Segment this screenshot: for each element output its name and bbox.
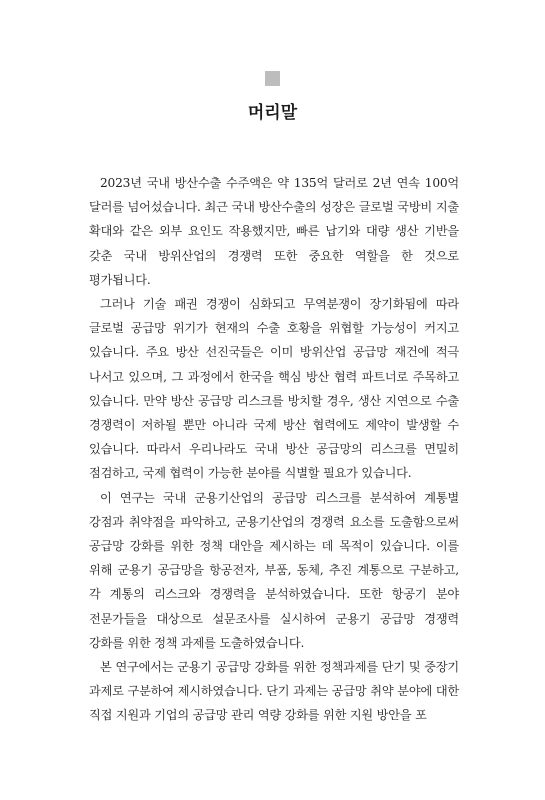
paragraph-3: 이 연구는 국내 군용기산업의 공급망 리스크를 분석하여 계통별 강점과 취약점을 파악하고, 군용기산업의 경쟁력 요소를 도출함으로써 공급망 강화를 위한 정책 대안을 제시하는 데 목적이 있습니다. 이를 위해 군용기 공급망을 항공전자, 부품, 동체, 추진 계통으로 구분하고, 각 계통의 리스크와 경쟁력을 분석하였습니다. 또한 항공기 분야 전문가들을 대상으로 설문조사를 실시하여 군용기 공급망 경쟁력 강화를 위한 정책 과제를 도출하였습니다.: [89, 490, 459, 650]
page-heading: 머리말: [247, 103, 298, 123]
section-marker-square: [265, 71, 280, 86]
paragraph-4: 본 연구에서는 군용기 공급망 강화를 위한 정책과제를 단기 및 중장기 과제로 구분하여 제시하였습니다. 단기 과제는 공급망 취약 분야에 대한 직접 지원과 기업의 공급망 관리 역량 강화를 위한 지원 방안을 포: [89, 660, 459, 723]
paragraph-2: 그러나 기술 패권 경쟁이 심화되고 무역분쟁이 장기화됨에 따라 글로벌 공급망 위기가 현재의 수출 호황을 위협할 가능성이 커지고 있습니다. 주요 방산 선진국들은 이미 방위산업 공급망 재건에 적극 나서고 있으며, 그 과정에서 한국을 핵심 방산 협력 파트너로 주목하고 있습니다. 만약 방산 공급망 리스크를 방치할 경우, 생산 지연으로 수출 경쟁력이 저하될 뿐만 아니라 국제 방산 협력에도 제약이 발생할 수 있습니다. 따라서 우리나라도 국내 방산 공급망의 리스크를 면밀히 점검하고, 국제 협력이 가능한 분야를 식별할 필요가 있습니다.: [89, 297, 459, 481]
body-text: [89, 171, 459, 728]
paragraph-1: 2023년 국내 방산수출 수주액은 약 135억 달러로 2년 연속 100억 달러를 넘어섰습니다. 최근 국내 방산수출의 성장은 글로벌 국방비 지출 확대와 같은 외부 요인도 작용했지만, 빠른 납기와 대량 생산 기반을 갖춘 국내 방위산업의 경쟁력 또한 중요한 역할을 한 것으로 평가됩니다.: [89, 176, 459, 287]
